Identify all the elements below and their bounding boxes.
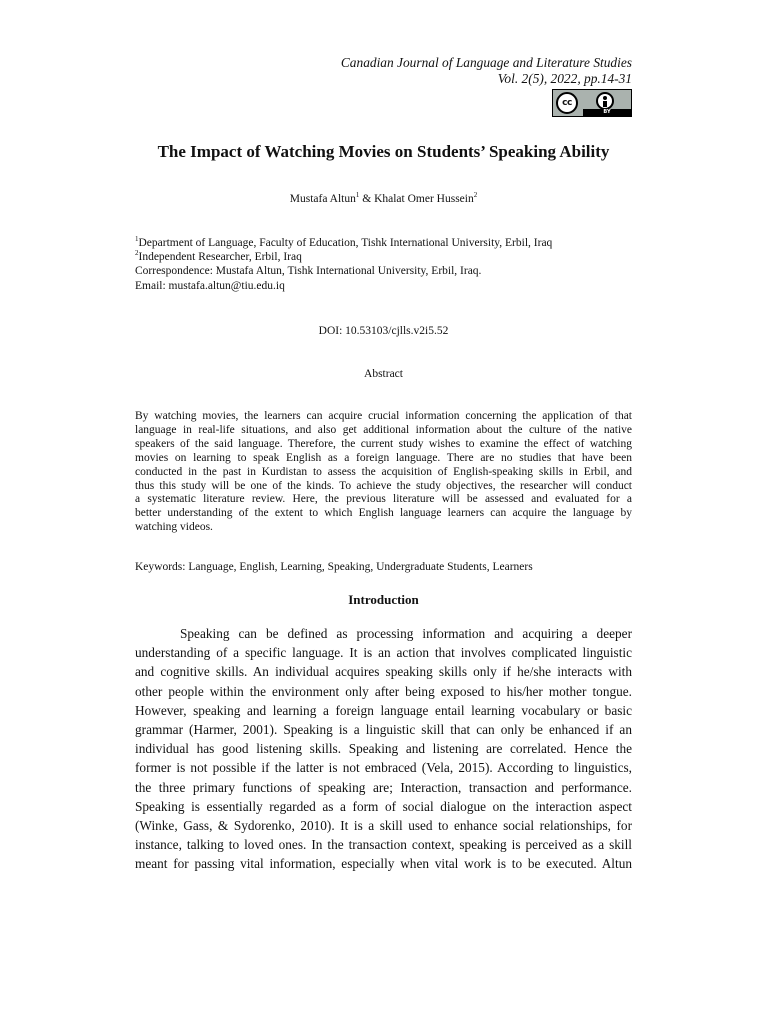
body-line: the three primary functions of speaking are; Interaction, transaction and performance. bbox=[135, 779, 632, 795]
body-line: individual has good listening skills. Speaking and listening are correlated. Hence the bbox=[135, 741, 632, 757]
by-label: BY bbox=[583, 109, 631, 116]
affiliation-text: Department of Language, Faculty of Education, Tishk International University, Erbil, Iraq bbox=[138, 237, 553, 249]
abstract-line: speakers of the said language. Therefore, the current study wishes to examine the effect of watching bbox=[135, 437, 632, 450]
affiliation-line bbox=[135, 250, 552, 264]
body-line: former is not possible if the latter is not embraced (Vela, 2015). According to linguistics, bbox=[135, 760, 632, 776]
body-line: Speaking is essentially regarded as a form of social dialogue on the interaction aspect bbox=[135, 798, 632, 814]
body-line: instance, talking to loved ones. In the transaction context, speaking is perceived as a skill bbox=[135, 837, 632, 853]
affiliations-block bbox=[135, 236, 552, 293]
body-line: grammar (Harmer, 2001). Speaking is a linguistic skill that can only be enhanced if an bbox=[135, 722, 632, 738]
journal-header bbox=[341, 55, 632, 87]
abstract-line: movies on learning to speak English as a foreign language. There are no studies that have been bbox=[135, 451, 632, 464]
abstract-line: conducted in the past in Kurdistan to assess the acquisition of English-speaking skills in Erbil, and bbox=[135, 465, 632, 478]
author-name: Mustafa Altun bbox=[289, 193, 356, 205]
introduction-heading: Introduction bbox=[348, 592, 419, 607]
paper-title: The Impact of Watching Movies on Students’ Speaking Ability bbox=[157, 142, 610, 161]
author-separator: & bbox=[359, 193, 375, 205]
abstract-line: a systematic literature review. Here, the previous literature will be assessed and evaluated for a bbox=[135, 493, 632, 506]
abstract-line: better understanding of the extent to which English language learners can acquire the language by bbox=[135, 507, 632, 520]
body-line: (Winke, Gass, & Sydorenko, 2010). It is a skill used to enhance social relationships, for bbox=[135, 818, 632, 834]
abstract-text bbox=[135, 410, 632, 535]
body-line: understanding of a specific language. It is an action that involves complicated linguistic bbox=[135, 645, 632, 661]
abstract-line: language in real-life situations, and also get additional information about the culture of the native bbox=[135, 423, 632, 436]
abstract-heading: Abstract bbox=[364, 368, 403, 380]
journal-name: Canadian Journal of Language and Literature Studies bbox=[340, 55, 632, 70]
body-line: However, speaking and learning a foreign language entail learning vocabulary or basic bbox=[135, 702, 632, 718]
attribution-person-icon bbox=[596, 92, 614, 110]
doi-line: DOI: 10.53103/cjlls.v2i5.52 bbox=[318, 325, 449, 337]
paper-page bbox=[135, 0, 632, 1024]
abstract-line: thus this study will be one of the kinds. To achieve the study objectives, the researcher will conduct bbox=[135, 479, 632, 492]
email-line: Email: mustafa.altun@tiu.edu.iq bbox=[135, 279, 285, 292]
author-affiliation-marker: 2 bbox=[473, 191, 478, 200]
keywords-line: Keywords: Language, English, Learning, Speaking, Undergraduate Students, Learners bbox=[135, 561, 533, 573]
author-affiliation-marker: 1 bbox=[355, 191, 360, 200]
body-line: meant for passing vital information, especially when vital work is to be executed. Altun bbox=[135, 856, 632, 872]
affiliation-text: Independent Researcher, Erbil, Iraq bbox=[138, 251, 302, 264]
introduction-paragraph bbox=[135, 624, 632, 874]
author-name: Khalat Omer Hussein bbox=[374, 193, 474, 205]
correspondence-line: Correspondence: Mustafa Altun, Tishk International University, Erbil, Iraq. bbox=[135, 265, 482, 278]
body-line: and cognitive skills. An individual acquires speaking skills only if he/she interacts with bbox=[135, 664, 632, 680]
affiliation-marker: 2 bbox=[135, 249, 139, 258]
affiliation-marker: 1 bbox=[135, 235, 139, 244]
affiliation-line bbox=[135, 236, 552, 250]
author-line bbox=[135, 192, 632, 206]
body-line: Speaking can be defined as processing information and acquiring a deeper bbox=[180, 626, 632, 641]
abstract-line: By watching movies, the learners can acquire crucial information concerning the application of that bbox=[135, 410, 632, 422]
cc-by-license-badge[interactable] bbox=[552, 89, 632, 117]
creative-commons-icon: cc bbox=[556, 92, 578, 114]
abstract-line: watching videos. bbox=[135, 521, 213, 534]
journal-volume: Vol. 2(5), 2022, pp.14-31 bbox=[497, 71, 632, 86]
body-line: other people within the environment only after being exposed to his/her mother tongue. bbox=[135, 683, 632, 699]
